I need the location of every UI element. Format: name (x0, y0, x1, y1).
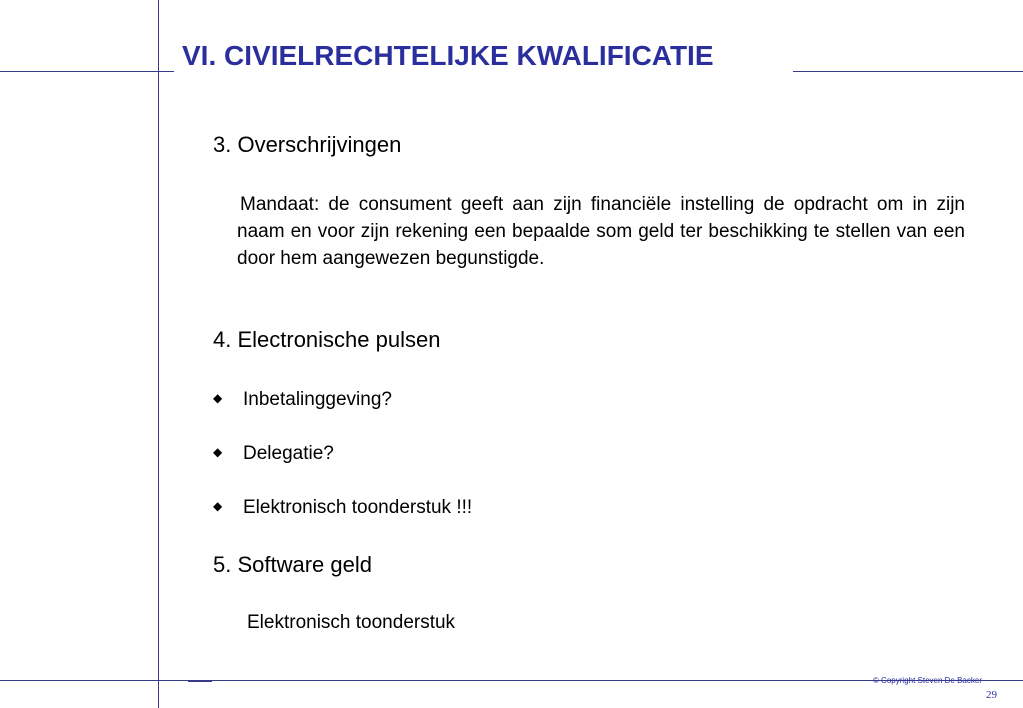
bullet-text: Inbetalinggeving? (243, 389, 392, 410)
mandaat-paragraph-text: Mandaat: de consument geeft aan zijn financiële instelling de opdracht om in zijn naam en voor zijn rekening een bepaalde som geld ter beschikking te stellen van een door hem aangewezen begunstigde. (237, 194, 965, 269)
title-rule-left (0, 71, 174, 72)
diamond-bullet-icon: ◆ (213, 445, 223, 459)
footer-rule (0, 680, 1023, 681)
page-number: 29 (986, 689, 997, 701)
diamond-bullet-icon: ◆ (213, 499, 223, 513)
left-vertical-rule (158, 0, 159, 708)
section-heading-software-geld: 5. Software geld (213, 552, 372, 577)
diamond-bullet-icon: ◆ (213, 391, 223, 405)
bullet-text: Delegatie? (243, 443, 334, 464)
software-geld-text: Elektronisch toonderstuk (247, 612, 456, 633)
bullet-item-elektronisch-toonderstuk (213, 494, 472, 520)
bullet-text: Elektronisch toonderstuk !!! (243, 497, 473, 518)
title-rule-right (793, 71, 1023, 72)
slide-title: VI. CIVIELRECHTELIJKE KWALIFICATIE (182, 40, 714, 71)
bullet-item-inbetalinggeving (213, 386, 392, 412)
bullet-item-delegatie (213, 440, 334, 466)
copyright-notice: © Copyright Steven De Backer (872, 676, 982, 685)
footer-rule-accent (188, 680, 212, 682)
section-heading-electronische-pulsen: 4. Electronische pulsen (213, 327, 441, 352)
mandaat-paragraph (237, 191, 965, 272)
section-heading-overschrijvingen: 3. Overschrijvingen (213, 132, 402, 157)
